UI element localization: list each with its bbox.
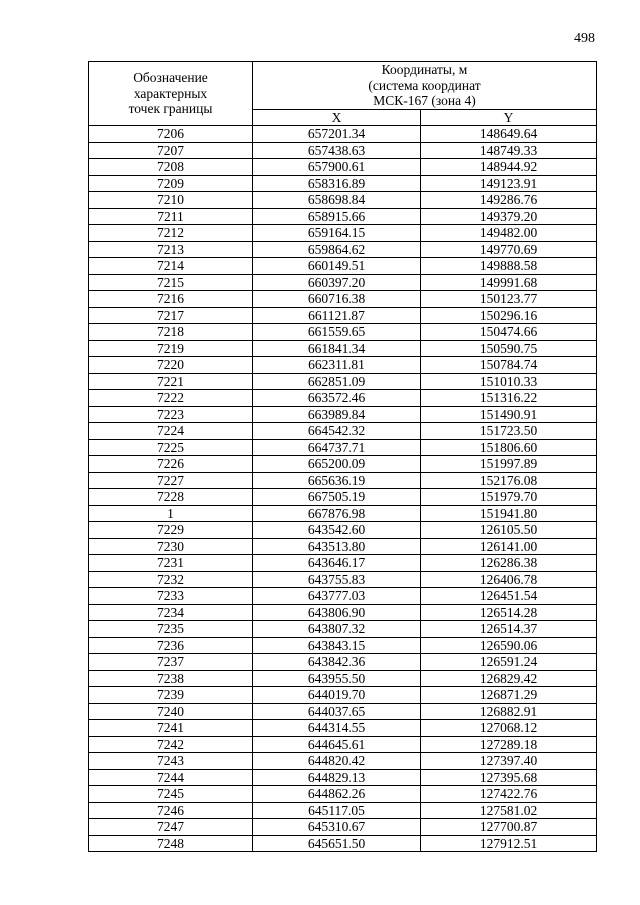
y-coordinate-cell: 127068.12 — [421, 720, 597, 737]
point-id-cell: 7216 — [89, 291, 253, 308]
x-coordinate-cell: 663572.46 — [253, 390, 421, 407]
y-coordinate-cell: 127422.76 — [421, 786, 597, 803]
table-row — [89, 670, 597, 687]
table-row — [89, 241, 597, 258]
y-coordinate-cell: 149770.69 — [421, 241, 597, 258]
point-id-cell: 1 — [89, 505, 253, 522]
point-id-cell: 7244 — [89, 769, 253, 786]
coords-header-line-2: (система координат — [368, 77, 481, 93]
table-row — [89, 720, 597, 737]
x-coordinate-cell: 643807.32 — [253, 621, 421, 638]
x-coordinate-cell: 661121.87 — [253, 307, 421, 324]
point-id-cell: 7229 — [89, 522, 253, 539]
x-coordinate-cell: 667876.98 — [253, 505, 421, 522]
y-coordinate-cell: 151010.33 — [421, 373, 597, 390]
point-id-cell: 7215 — [89, 274, 253, 291]
x-coordinate-cell: 663989.84 — [253, 406, 421, 423]
table-row — [89, 522, 597, 539]
table-row — [89, 819, 597, 836]
table-row — [89, 604, 597, 621]
point-id-cell: 7236 — [89, 637, 253, 654]
table-row — [89, 208, 597, 225]
y-column-header: Y — [421, 109, 597, 126]
table-row — [89, 654, 597, 671]
y-coordinate-cell: 151941.80 — [421, 505, 597, 522]
table-row — [89, 291, 597, 308]
x-coordinate-cell: 664737.71 — [253, 439, 421, 456]
y-coordinate-cell: 126406.78 — [421, 571, 597, 588]
y-coordinate-cell: 126590.06 — [421, 637, 597, 654]
point-id-cell: 7228 — [89, 489, 253, 506]
x-coordinate-cell: 662851.09 — [253, 373, 421, 390]
y-coordinate-cell: 126514.28 — [421, 604, 597, 621]
point-id-cell: 7232 — [89, 571, 253, 588]
y-coordinate-cell: 150784.74 — [421, 357, 597, 374]
point-id-cell: 7235 — [89, 621, 253, 638]
y-coordinate-cell: 127700.87 — [421, 819, 597, 836]
table-row — [89, 802, 597, 819]
point-id-cell: 7246 — [89, 802, 253, 819]
coordinates-header — [253, 62, 597, 110]
y-coordinate-cell: 126882.91 — [421, 703, 597, 720]
point-id-cell: 7239 — [89, 687, 253, 704]
point-id-cell: 7227 — [89, 472, 253, 489]
point-id-cell: 7214 — [89, 258, 253, 275]
table-row — [89, 307, 597, 324]
point-id-cell: 7238 — [89, 670, 253, 687]
x-coordinate-cell: 660397.20 — [253, 274, 421, 291]
x-coordinate-cell: 645310.67 — [253, 819, 421, 836]
point-id-cell: 7233 — [89, 588, 253, 605]
point-id-cell: 7223 — [89, 406, 253, 423]
point-id-cell: 7225 — [89, 439, 253, 456]
table-row — [89, 390, 597, 407]
x-coordinate-cell: 643646.17 — [253, 555, 421, 572]
x-coordinate-cell: 665636.19 — [253, 472, 421, 489]
point-header-line-1: Обозначение — [133, 70, 208, 86]
y-coordinate-cell: 150590.75 — [421, 340, 597, 357]
x-coordinate-cell: 657900.61 — [253, 159, 421, 176]
x-coordinate-cell: 658316.89 — [253, 175, 421, 192]
point-id-cell: 7222 — [89, 390, 253, 407]
table-row — [89, 274, 597, 291]
table-row — [89, 472, 597, 489]
coords-header-line-3: МСК-167 (зона 4) — [373, 93, 476, 108]
table-row — [89, 423, 597, 440]
table-row — [89, 786, 597, 803]
coordinates-table — [88, 61, 597, 852]
point-id-cell: 7240 — [89, 703, 253, 720]
table-row — [89, 637, 597, 654]
x-coordinate-cell: 645651.50 — [253, 835, 421, 852]
x-coordinate-cell: 643955.50 — [253, 670, 421, 687]
x-coordinate-cell: 657201.34 — [253, 126, 421, 143]
table-row — [89, 621, 597, 638]
point-id-cell: 7230 — [89, 538, 253, 555]
point-id-cell: 7234 — [89, 604, 253, 621]
y-coordinate-cell: 126141.00 — [421, 538, 597, 555]
x-coordinate-cell: 644645.61 — [253, 736, 421, 753]
point-id-cell: 7231 — [89, 555, 253, 572]
x-coordinate-cell: 661841.34 — [253, 340, 421, 357]
table-row — [89, 324, 597, 341]
point-id-cell: 7210 — [89, 192, 253, 209]
point-id-cell: 7213 — [89, 241, 253, 258]
table-row — [89, 703, 597, 720]
y-coordinate-cell: 126105.50 — [421, 522, 597, 539]
point-id-cell: 7220 — [89, 357, 253, 374]
x-coordinate-cell: 643513.80 — [253, 538, 421, 555]
x-coordinate-cell: 644862.26 — [253, 786, 421, 803]
point-header-line-2: характерных — [133, 85, 208, 101]
table-row — [89, 736, 597, 753]
x-coordinate-cell: 659864.62 — [253, 241, 421, 258]
table-row — [89, 538, 597, 555]
x-coordinate-cell: 664542.32 — [253, 423, 421, 440]
table-row — [89, 439, 597, 456]
y-coordinate-cell: 149379.20 — [421, 208, 597, 225]
x-coordinate-cell: 661559.65 — [253, 324, 421, 341]
y-coordinate-cell: 126829.42 — [421, 670, 597, 687]
point-id-cell: 7241 — [89, 720, 253, 737]
table-row — [89, 406, 597, 423]
point-id-cell: 7243 — [89, 753, 253, 770]
point-id-cell: 7212 — [89, 225, 253, 242]
table-row — [89, 192, 597, 209]
x-coordinate-cell: 643777.03 — [253, 588, 421, 605]
table-row — [89, 456, 597, 473]
y-coordinate-cell: 126591.24 — [421, 654, 597, 671]
table-row — [89, 753, 597, 770]
page-number: 498 — [574, 31, 595, 46]
x-coordinate-cell: 644314.55 — [253, 720, 421, 737]
table-row — [89, 225, 597, 242]
y-coordinate-cell: 126871.29 — [421, 687, 597, 704]
x-coordinate-cell: 658698.84 — [253, 192, 421, 209]
y-coordinate-cell: 126514.37 — [421, 621, 597, 638]
x-coordinate-cell: 644019.70 — [253, 687, 421, 704]
x-coordinate-cell: 657438.63 — [253, 142, 421, 159]
y-coordinate-cell: 149888.58 — [421, 258, 597, 275]
table-row — [89, 555, 597, 572]
y-coordinate-cell: 148749.33 — [421, 142, 597, 159]
table-row — [89, 588, 597, 605]
x-coordinate-cell: 667505.19 — [253, 489, 421, 506]
point-id-cell: 7219 — [89, 340, 253, 357]
table-row — [89, 687, 597, 704]
y-coordinate-cell: 149991.68 — [421, 274, 597, 291]
point-id-cell: 7224 — [89, 423, 253, 440]
y-coordinate-cell: 148649.64 — [421, 126, 597, 143]
table-row — [89, 571, 597, 588]
x-coordinate-cell: 643542.60 — [253, 522, 421, 539]
table-row — [89, 835, 597, 852]
point-id-cell: 7207 — [89, 142, 253, 159]
coords-header-line-1: Координаты, м — [381, 62, 468, 77]
table-row — [89, 373, 597, 390]
y-coordinate-cell: 151979.70 — [421, 489, 597, 506]
x-coordinate-cell: 644037.65 — [253, 703, 421, 720]
x-coordinate-cell: 665200.09 — [253, 456, 421, 473]
y-coordinate-cell: 150474.66 — [421, 324, 597, 341]
x-coordinate-cell: 659164.15 — [253, 225, 421, 242]
y-coordinate-cell: 150296.16 — [421, 307, 597, 324]
y-coordinate-cell: 149286.76 — [421, 192, 597, 209]
y-coordinate-cell: 148944.92 — [421, 159, 597, 176]
y-coordinate-cell: 149123.91 — [421, 175, 597, 192]
point-header-line-3: точек границы — [128, 101, 213, 117]
y-coordinate-cell: 151490.91 — [421, 406, 597, 423]
y-coordinate-cell: 127289.18 — [421, 736, 597, 753]
y-coordinate-cell: 127397.40 — [421, 753, 597, 770]
y-coordinate-cell: 151316.22 — [421, 390, 597, 407]
table-row — [89, 126, 597, 143]
point-id-cell: 7208 — [89, 159, 253, 176]
x-coordinate-cell: 644829.13 — [253, 769, 421, 786]
point-id-cell: 7226 — [89, 456, 253, 473]
x-coordinate-cell: 643755.83 — [253, 571, 421, 588]
table-header — [89, 62, 597, 126]
table-row — [89, 489, 597, 506]
x-coordinate-cell: 643843.15 — [253, 637, 421, 654]
y-coordinate-cell: 150123.77 — [421, 291, 597, 308]
x-coordinate-cell: 660149.51 — [253, 258, 421, 275]
y-coordinate-cell: 126451.54 — [421, 588, 597, 605]
point-id-cell: 7242 — [89, 736, 253, 753]
y-coordinate-cell: 127912.51 — [421, 835, 597, 852]
table-row — [89, 258, 597, 275]
point-id-cell: 7221 — [89, 373, 253, 390]
y-coordinate-cell: 127581.02 — [421, 802, 597, 819]
x-coordinate-cell: 643806.90 — [253, 604, 421, 621]
table-row — [89, 357, 597, 374]
x-coordinate-cell: 662311.81 — [253, 357, 421, 374]
point-id-cell: 7218 — [89, 324, 253, 341]
point-id-cell: 7248 — [89, 835, 253, 852]
table-row — [89, 340, 597, 357]
table-body — [89, 126, 597, 852]
point-id-cell: 7237 — [89, 654, 253, 671]
point-id-cell: 7217 — [89, 307, 253, 324]
y-coordinate-cell: 151806.60 — [421, 439, 597, 456]
table-row — [89, 159, 597, 176]
y-coordinate-cell: 151997.89 — [421, 456, 597, 473]
point-id-cell: 7247 — [89, 819, 253, 836]
table-row — [89, 769, 597, 786]
table-row — [89, 175, 597, 192]
x-coordinate-cell: 643842.36 — [253, 654, 421, 671]
y-coordinate-cell: 126286.38 — [421, 555, 597, 572]
table-row — [89, 505, 597, 522]
y-coordinate-cell: 127395.68 — [421, 769, 597, 786]
x-coordinate-cell: 645117.05 — [253, 802, 421, 819]
x-coordinate-cell: 644820.42 — [253, 753, 421, 770]
x-coordinate-cell: 658915.66 — [253, 208, 421, 225]
point-id-cell: 7211 — [89, 208, 253, 225]
point-id-cell: 7209 — [89, 175, 253, 192]
point-id-cell: 7206 — [89, 126, 253, 143]
y-coordinate-cell: 151723.50 — [421, 423, 597, 440]
table-row — [89, 142, 597, 159]
y-coordinate-cell: 152176.08 — [421, 472, 597, 489]
y-coordinate-cell: 149482.00 — [421, 225, 597, 242]
x-column-header: X — [253, 109, 421, 126]
x-coordinate-cell: 660716.38 — [253, 291, 421, 308]
point-designation-header — [89, 62, 253, 126]
point-id-cell: 7245 — [89, 786, 253, 803]
